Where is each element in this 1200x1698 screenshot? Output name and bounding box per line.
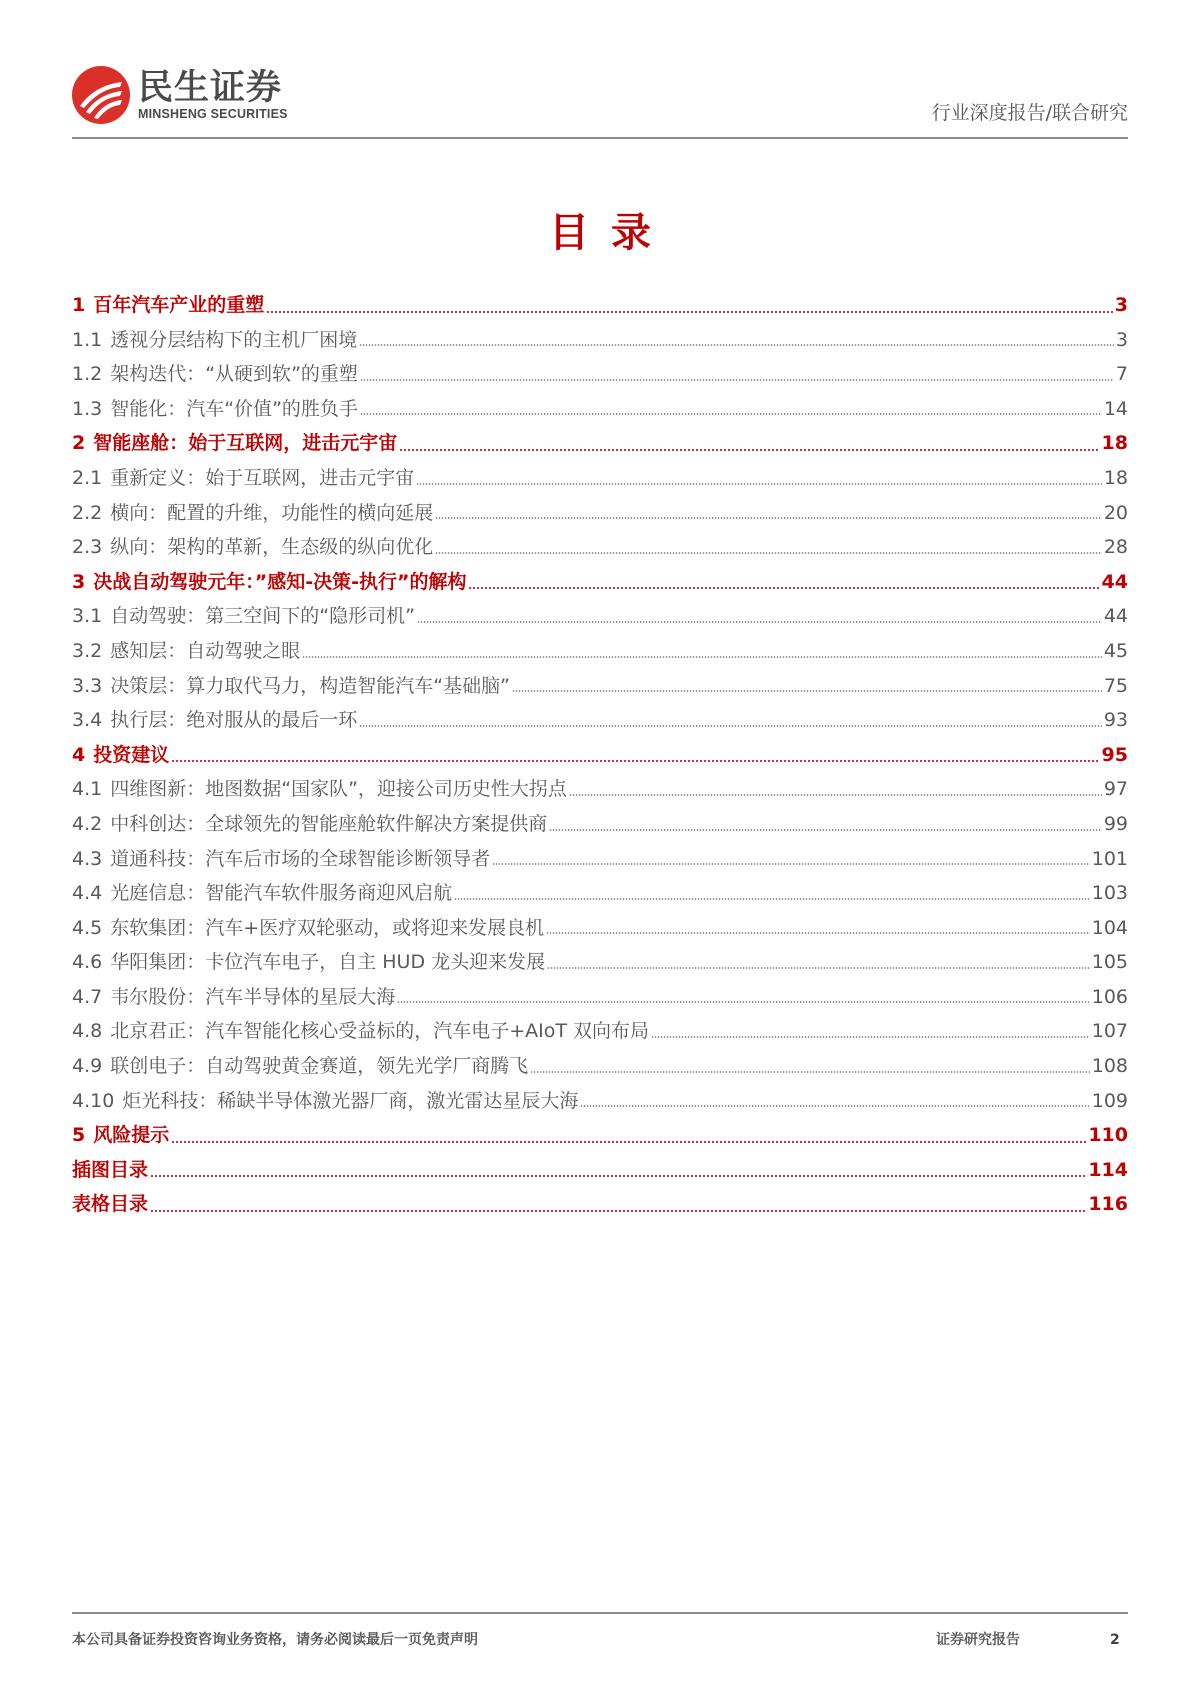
table-of-contents [72,288,1128,1222]
header-divider [72,137,1128,139]
footer-divider [72,1612,1128,1614]
toc-entry-label [72,392,358,427]
toc-entry-number: 4.7 [72,985,103,1008]
toc-entry-label [72,911,544,946]
toc-entry-page-number: 109 [1091,1089,1128,1112]
logo-text [138,69,288,121]
logo-english-name: MINSHENG SECURITIES [138,107,288,121]
toc-entry-label [72,461,414,496]
toc-entry-page-number: 114 [1088,1158,1128,1181]
toc-entry-page-number: 14 [1103,397,1128,420]
toc-entry-page-number: 104 [1091,916,1128,939]
toc-entry-title: 炬光科技：稀缺半导体激光器厂商，激光雷达星辰大海 [122,1089,579,1112]
toc-entry-label [72,669,510,704]
toc-subsection-entry[interactable] [72,945,1128,980]
toc-entry-number: 4.1 [72,778,103,801]
toc-entry-number: 2.1 [72,466,103,489]
toc-entry-label [72,357,358,392]
toc-entry-page-number: 3 [1114,294,1128,316]
toc-entry-label [72,426,397,461]
toc-entry-page-number: 3 [1115,328,1128,351]
toc-subsection-entry[interactable] [72,392,1128,427]
toc-subsection-entry[interactable] [72,772,1128,807]
dot-leader [435,496,1102,531]
toc-entry-title: 光庭信息：智能汽车软件服务商迎风启航 [110,882,453,905]
toc-entry-title: 感知层：自动驾驶之眼 [110,639,301,662]
dot-leader [150,1187,1086,1222]
toc-entry-label [72,1153,148,1188]
toc-entry-page-number: 20 [1103,501,1128,524]
toc-subsection-entry[interactable] [72,1084,1128,1119]
toc-entry-page-number: 44 [1101,570,1128,593]
report-type-label: 行业深度报告/联合研究 [931,102,1128,124]
toc-section-entry[interactable] [72,1187,1128,1222]
toc-subsection-entry[interactable] [72,530,1128,565]
toc-entry-label [72,599,415,634]
dot-leader [171,1118,1086,1153]
toc-entry-page-number: 108 [1091,1055,1128,1078]
dot-leader [549,807,1102,842]
toc-entry-page-number: 107 [1091,1020,1128,1043]
toc-entry-label [72,323,357,358]
toc-entry-label [72,842,490,877]
toc-entry-page-number: 99 [1103,812,1128,835]
toc-subsection-entry[interactable] [72,876,1128,911]
dot-leader [580,1084,1089,1119]
toc-subsection-entry[interactable] [72,1049,1128,1084]
toc-entry-title: 东软集团：汽车+医疗双轮驱动，或将迎来发展良机 [110,916,545,939]
dot-leader [651,1014,1090,1049]
toc-entry-label [72,565,466,600]
toc-entry-page-number: 28 [1103,536,1128,559]
toc-entry-title: 华阳集团：卡位汽车电子，自主 HUD 龙头迎来发展 [110,951,546,974]
toc-entry-page-number: 18 [1103,466,1128,489]
toc-entry-title: 横向：配置的升维，功能性的横向延展 [110,501,434,524]
toc-entry-page-number: 75 [1103,674,1128,697]
toc-entry-page-number: 97 [1103,778,1128,801]
company-logo [72,66,288,124]
toc-entry-label [72,530,433,565]
toc-entry-number: 1.1 [72,328,103,351]
toc-entry-label [72,703,357,738]
toc-entry-label [72,807,547,842]
toc-entry-title: 决策层：算力取代马力，构造智能汽车“基础脑” [110,674,510,697]
toc-entry-page-number: 18 [1101,432,1128,455]
toc-entry-number: 4.3 [72,847,103,870]
toc-section-entry[interactable] [72,426,1128,461]
toc-entry-number: 4.6 [72,951,103,974]
dot-leader [512,669,1102,704]
toc-section-entry[interactable] [72,738,1128,773]
toc-entry-page-number: 105 [1091,951,1128,974]
dot-leader [397,980,1090,1015]
dot-leader [530,1049,1090,1084]
dot-leader [171,738,1099,773]
toc-entry-number: 3.1 [72,605,103,628]
toc-entry-page-number: 93 [1103,709,1128,732]
toc-entry-title: 自动驾驶：第三空间下的“隐形司机” [110,605,415,628]
dot-leader [360,357,1114,392]
toc-entry-number: 3 [72,570,86,593]
dot-leader [569,772,1102,807]
toc-subsection-entry[interactable] [72,323,1128,358]
toc-entry-number: 1.2 [72,363,103,386]
toc-entry-title: 智能化：汽车“价值”的胜负手 [110,397,358,420]
toc-entry-label [72,1014,649,1049]
toc-entry-page-number: 116 [1088,1193,1128,1216]
toc-entry-title: 重新定义：始于互联网，进击元宇宙 [110,466,415,489]
toc-subsection-entry[interactable] [72,357,1128,392]
toc-entry-label [72,1084,578,1119]
toc-entry-title: 投资建议 [93,743,170,766]
toc-entry-page-number: 45 [1103,639,1128,662]
dot-leader [416,461,1102,496]
toc-entry-title: 透视分层结构下的主机厂困境 [110,328,358,351]
toc-entry-label [72,288,264,323]
dot-leader [359,703,1102,738]
toc-entry-number: 3.2 [72,639,103,662]
toc-entry-label [72,634,300,669]
toc-entry-page-number: 95 [1101,743,1128,766]
dot-leader [150,1153,1086,1188]
toc-entry-title: 联创电子：自动驾驶黄金赛道，领先光学厂商腾飞 [110,1055,529,1078]
toc-section-entry[interactable] [72,288,1128,323]
toc-entry-page-number: 7 [1115,363,1128,386]
toc-subsection-entry[interactable] [72,634,1128,669]
dot-leader [399,426,1099,461]
toc-entry-number: 5 [72,1124,86,1147]
toc-entry-number: 4.10 [72,1089,115,1112]
toc-entry-number: 4.8 [72,1020,103,1043]
dot-leader [492,842,1090,877]
toc-subsection-entry[interactable] [72,703,1128,738]
toc-entry-title: 百年汽车产业的重塑 [93,294,265,316]
dot-leader [360,392,1102,427]
toc-entry-number: 4.2 [72,812,103,835]
toc-section-entry[interactable] [72,1153,1128,1188]
toc-entry-number: 3.4 [72,709,103,732]
toc-entry-title: 中科创达：全球领先的智能座舱软件解决方案提供商 [110,812,548,835]
toc-entry-title: 道通科技：汽车后市场的全球智能诊断领导者 [110,847,491,870]
toc-entry-number: 2.3 [72,536,103,559]
toc-entry-number: 4.5 [72,916,103,939]
toc-entry-number: 4.4 [72,882,103,905]
toc-entry-title: 风险提示 [93,1124,170,1147]
footer-page-number: 2 [1110,1632,1120,1648]
toc-entry-title: 插图目录 [72,1158,149,1181]
dot-leader [468,565,1099,600]
toc-entry-number: 1 [72,294,86,316]
toc-entry-title: 韦尔股份：汽车半导体的星辰大海 [110,985,396,1008]
toc-subsection-entry[interactable] [72,599,1128,634]
toc-entry-number: 4.9 [72,1055,103,1078]
toc-entry-title: 智能座舱：始于互联网，进击元宇宙 [93,432,398,455]
toc-entry-title: 北京君正：汽车智能化核心受益标的，汽车电子+AIoT 双向布局 [110,1020,650,1043]
page-title: 目录 [549,210,673,256]
toc-entry-page-number: 110 [1088,1124,1128,1147]
toc-entry-title: 决战自动驾驶元年：”感知-决策-执行”的解构 [93,570,467,593]
toc-entry-page-number: 44 [1103,605,1128,628]
dot-leader [359,323,1114,358]
footer-doc-type: 证券研究报告 [936,1632,1020,1648]
toc-entry-number: 3.3 [72,674,103,697]
toc-entry-label [72,772,567,807]
toc-subsection-entry[interactable] [72,1014,1128,1049]
toc-entry-page-number: 103 [1091,882,1128,905]
dot-leader [435,530,1102,565]
dot-leader [546,911,1090,946]
toc-section-entry[interactable] [72,1118,1128,1153]
toc-entry-title: 执行层：绝对服从的最后一环 [110,709,358,732]
toc-entry-label [72,1049,528,1084]
toc-entry-title: 架构迭代：“从硬到软”的重塑 [110,363,358,386]
dot-leader [302,634,1102,669]
toc-entry-label [72,1118,169,1153]
toc-entry-number: 2.2 [72,501,103,524]
toc-entry-page-number: 101 [1091,847,1128,870]
toc-entry-label [72,1187,148,1222]
toc-subsection-entry[interactable] [72,911,1128,946]
toc-subsection-entry[interactable] [72,669,1128,704]
toc-entry-label [72,738,169,773]
toc-entry-number: 1.3 [72,397,103,420]
toc-entry-label [72,945,545,980]
logo-chinese-name: 民生证券 [138,68,283,108]
toc-entry-title: 表格目录 [72,1193,149,1216]
toc-entry-number: 4 [72,743,86,766]
toc-section-entry[interactable] [72,565,1128,600]
toc-entry-title: 四维图新：地图数据“国家队”，迎接公司历史性大拐点 [110,778,567,801]
toc-entry-page-number: 106 [1091,985,1128,1008]
dot-leader [266,288,1113,323]
dot-leader [454,876,1090,911]
toc-subsection-entry[interactable] [72,807,1128,842]
toc-entry-label [72,980,395,1015]
toc-subsection-entry[interactable] [72,461,1128,496]
toc-entry-number: 2 [72,432,86,455]
dot-leader [547,945,1090,980]
logo-emblem-icon [72,66,130,124]
footer-disclaimer: 本公司具备证券投资咨询业务资格，请务必阅读最后一页免责声明 [72,1632,478,1648]
toc-entry-label [72,496,433,531]
toc-subsection-entry[interactable] [72,980,1128,1015]
toc-entry-title: 纵向：架构的革新，生态级的纵向优化 [110,536,434,559]
toc-subsection-entry[interactable] [72,842,1128,877]
page-header [72,66,1128,140]
toc-subsection-entry[interactable] [72,496,1128,531]
dot-leader [417,599,1102,634]
toc-entry-label [72,876,452,911]
